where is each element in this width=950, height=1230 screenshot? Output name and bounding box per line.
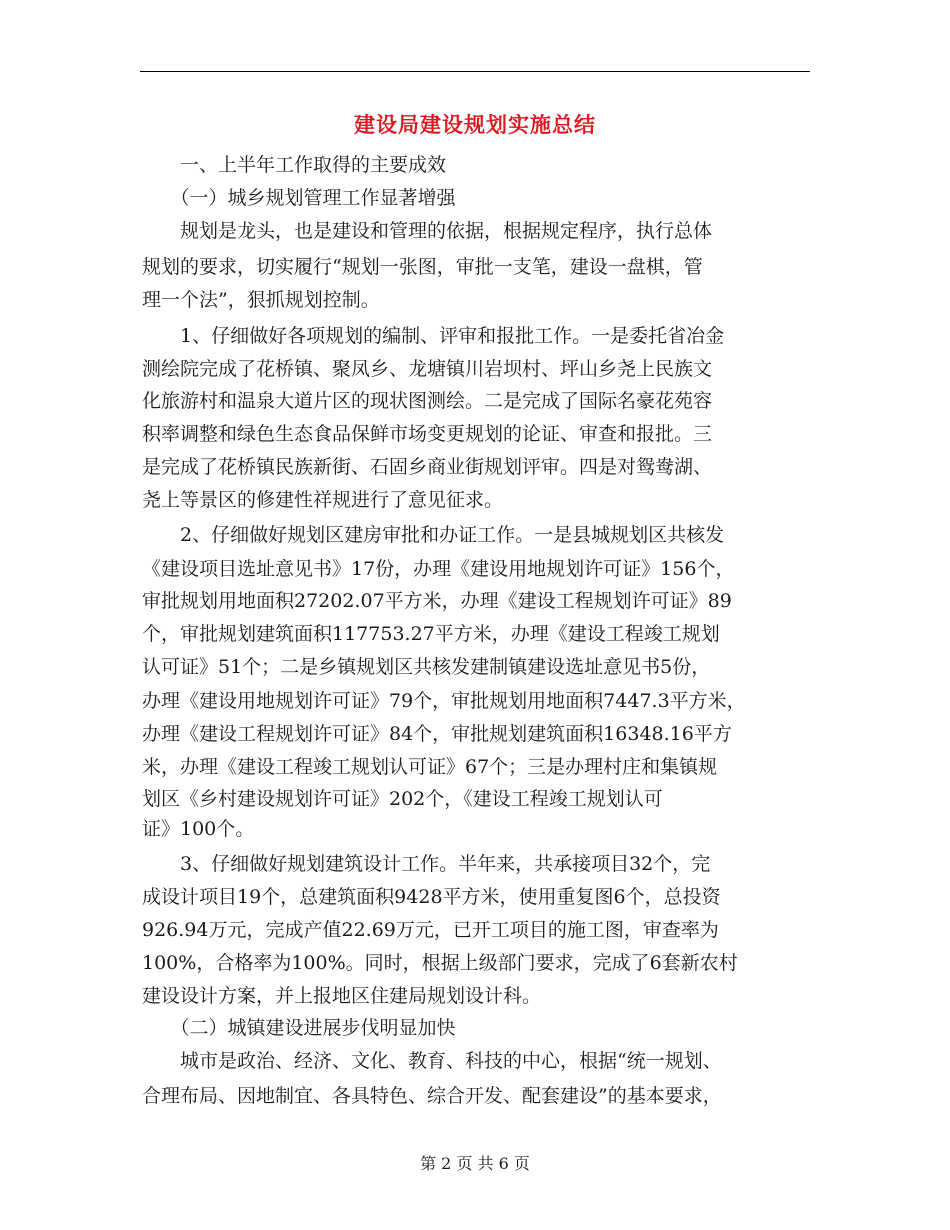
page-footer: 第 2 页 共 6 页 — [420, 1154, 530, 1173]
paragraph-line: 米，办理《建设工程竣工规划认可证》67个；三是办理村庄和集镇规 — [142, 756, 718, 778]
paragraph-line: 1、仔细做好各项规划的编制、评审和报批工作。一是委托省冶金 — [142, 325, 725, 347]
paragraph-line: 化旅游村和温泉大道片区的现状图测绘。二是完成了国际名豪花苑容 — [142, 390, 713, 412]
paragraph-line: （二）城镇建设进展步伐明显加快 — [142, 1017, 456, 1039]
paragraph-line: 尧上等景区的修建性祥规进行了意见征求。 — [142, 489, 504, 511]
paragraph-line: 是完成了花桥镇民族新街、石固乡商业街规划评审。四是对鸳鸯湖、 — [142, 456, 713, 478]
paragraph-line: 证》100个。 — [142, 818, 255, 840]
paragraph-line: 规划是龙头，也是建设和管理的依据，根据规定程序，执行总体 — [142, 220, 713, 242]
document-title: 建设局建设规划实施总结 — [354, 112, 596, 137]
paragraph-line: 合理布局、因地制宜、各具特色、综合开发、配套建设”的基本要求， — [142, 1085, 722, 1107]
paragraph-line: 认可证》51个；二是乡镇规划区共核发建制镇建设选址意见书5份， — [142, 656, 711, 678]
paragraph-line: 个，审批规划建筑面积117753.27平方米，办理《建设工程竣工规划 — [142, 623, 720, 645]
paragraph-line: 积率调整和绿色生态食品保鲜市场变更规划的论证、审查和报批。三 — [142, 423, 713, 445]
paragraph-line: 一、上半年工作取得的主要成效 — [142, 154, 447, 176]
paragraph-line: 建设设计方案，并上报地区住建局规划设计科。 — [142, 985, 542, 1007]
paragraph-line: 100%，合格率为100%。同时，根据上级部门要求，完成了6套新农村 — [142, 952, 738, 974]
paragraph-line: 规划的要求，切实履行“规划一张图，审批一支笔，建设一盘棋，管 — [142, 256, 703, 278]
paragraph-line: （一）城乡规划管理工作显著增强 — [142, 187, 456, 209]
paragraph-line: 理一个法”，狠抓规划控制。 — [142, 289, 380, 311]
paragraph-line: 2、仔细做好规划区建房审批和办证工作。一是县城规划区共核发 — [142, 524, 725, 546]
paragraph-line: 划区《乡村建设规划许可证》202个，《建设工程竣工规划认可 — [142, 788, 663, 810]
paragraph-line: 办理《建设工程规划许可证》84个，审批规划建筑面积16348.16平方 — [142, 723, 732, 745]
paragraph-line: 测绘院完成了花桥镇、聚凤乡、龙塘镇川岩坝村、坪山乡尧上民族文 — [142, 358, 713, 380]
paragraph-line: 926.94万元，完成产值22.69万元，已开工项目的施工图，审查率为 — [142, 919, 719, 941]
paragraph-line: 城市是政治、经济、文化、教育、科技的中心，根据“统一规划、 — [142, 1050, 722, 1072]
paragraph-line: 审批规划用地面积27202.07平方米，办理《建设工程规划许可证》89 — [142, 590, 732, 612]
paragraph-line: 办理《建设用地规划许可证》79个，审批规划用地面积7447.3平方米， — [142, 690, 746, 712]
paragraph-line: 《建设项目选址意见书》17份，办理《建设用地规划许可证》156个， — [142, 558, 735, 580]
paragraph-line: 成设计项目19个，总建筑面积9428平方米，使用重复图6个，总投资 — [142, 886, 721, 908]
header-rule — [140, 71, 810, 72]
paragraph-line: 3、仔细做好规划建筑设计工作。半年来，共承接项目32个，完 — [142, 853, 711, 875]
